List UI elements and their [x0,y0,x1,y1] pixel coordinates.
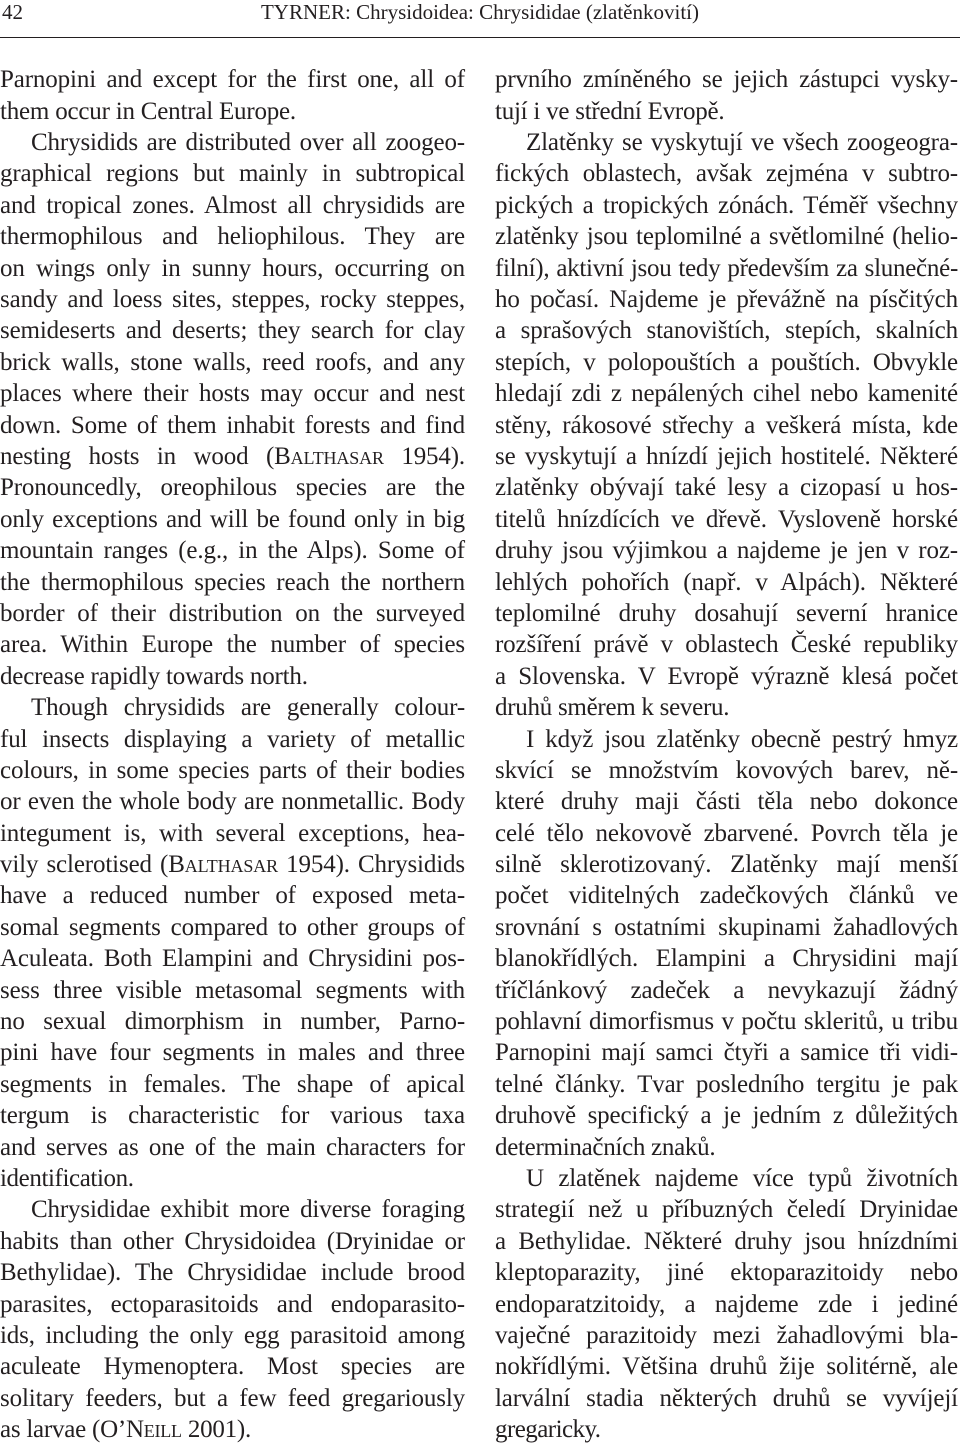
text-line: thermophilous and heliophilous. They are [0,223,465,251]
text-line: U zlatěnek najdeme více typů životních [526,1164,958,1192]
text-line: larvální stadia některých druhů se vyvíjejí [495,1384,958,1412]
text-line: tergum is characteristic for various taxa [0,1102,465,1130]
text-line: druhů směrem k severu. [495,694,730,722]
text-line: somal segments compared to other groups of [0,913,465,941]
page-number: 42 [2,0,23,24]
text-line: Parnopini mají samci čtyři a samice tři vidi- [495,1039,958,1067]
text-line: places where their hosts may occur and nest [0,380,465,408]
text-line: blanokřídlých. Elampini a Chrysidini mají [495,945,958,973]
text-line: aculeate Hymenoptera. Most species are [0,1353,465,1381]
text-line: a Bethylidae. Některé druhy jsou hnízdními [495,1227,958,1255]
text-line: segments in females. The shape of apical [0,1070,465,1098]
text-line: zlatěnky obývají také lesy a cizopasí u hos- [495,474,958,502]
text-line: no sexual dimorphism in number, Parno- [0,1008,465,1036]
text-line: I když jsou zlatěnky obecně pestrý hmyz [526,725,958,753]
text-line: druhy jsou výjimkou a najdeme je jen v roz- [495,537,958,565]
text-line: brick walls, stone walls, reed roofs, and any [0,348,465,376]
text-segment: 1954). Chrysidids [278,851,465,879]
czech-text-column [495,64,958,1445]
text-line: Chrysididae exhibit more diverse foraging [31,1196,465,1224]
text-line: hledají zdi z nepálených cihel nebo kamenité [495,380,958,408]
text-line: Though chrysidids are generally colour- [31,694,465,722]
text-line: mountain ranges (e.g., in the Alps). Some of [0,537,465,565]
text-line: integument is, with several exceptions, hea- [0,819,465,847]
text-segment: nesting hosts in wood ( [0,442,275,470]
text-line: semideserts and deserts; they search for clay [0,317,465,345]
text-line: area. Within Europe the number of species [0,631,465,659]
text-segment: 2001). [181,1416,251,1444]
text-line: stepích, v polopouštích a pouštích. Obvykle [495,348,958,376]
text-line: determinačních znaků. [495,1133,716,1161]
text-line: endoparatzitoidy, a najdeme zde i jediné [495,1290,958,1318]
cited-author: O’Neill [100,1416,182,1444]
english-text-column [0,64,465,1445]
text-line: graphical regions but mainly in subtropical [0,160,465,188]
text-line: telné články. Tvar posledního tergitu je pak [495,1070,958,1098]
text-line: them occur in Central Europe. [0,97,296,125]
text-line: pických a tropických zónách. Téměř všechny [495,191,958,219]
text-line: tují i ve střední Evropě. [495,97,725,125]
paragraph [495,724,958,1163]
text-line: ho počasí. Najdeme je převážně na písčitých [495,286,958,314]
text-line: rozšíření právě v oblastech České republiky [495,631,958,659]
text-line: vaječné parazitoidy mezi žahadlovými bla- [495,1321,958,1349]
text-line [0,1414,465,1445]
text-line: down. Some of them inhabit forests and find [0,411,465,439]
paragraph [0,692,465,1194]
text-line: the thermophilous species reach the northern [0,568,465,596]
paragraph [0,127,465,692]
text-line: or even the whole body are nonmetallic. Body [0,788,465,816]
text-line: on wings only in sunny hours, occurring on [0,254,465,282]
paragraph [0,1194,465,1445]
text-line: zlatěnky jsou teplomilné a světlomilné (helio- [495,223,958,251]
text-line: decrease rapidly towards north. [0,662,308,690]
text-segment: 1954). [383,442,465,470]
text-line: Chrysidids are distributed over all zoogeo- [31,129,465,157]
text-line: silně sklerotizovaný. Zlatěnky mají menší [495,851,958,879]
text-segment: as larvae ( [0,1416,101,1444]
text-line: filní), aktivní jsou tedy především za slunečné- [495,254,958,282]
paragraph [495,127,958,723]
text-line: sandy and loess sites, steppes, rocky steppes, [0,286,465,314]
text-line: Bethylidae). The Chrysididae include brood [0,1259,465,1287]
text-line: colours, in some species parts of their bodies [0,756,465,784]
paragraph [495,1163,958,1446]
running-title: TYRNER: Chrysidoidea: Chrysididae (zlatěnkovití) [260,0,699,24]
text-line: počet viditelných zadečkových článků ve [495,882,958,910]
text-line: fických oblastech, avšak zejména v subtro- [495,160,958,188]
text-line: solitary feeders, but a few feed gregariously [0,1384,465,1412]
text-line: srovnání s ostatními skupinami žahadlových [495,913,958,941]
text-line: habits than other Chrysidoidea (Dryinidae or [0,1227,465,1255]
text-line: Parnopini and except for the first one, all of [0,66,465,94]
text-line: a sprašových stanovištích, stepích, skalních [495,317,958,345]
text-line: tříčlánkový zadeček a nevykazují žádný [495,976,958,1004]
text-line: a Slovenska. V Evropě výrazně klesá počet [495,662,958,690]
text-line: gregaricky. [495,1416,601,1444]
text-line: sess three visible metasomal segments with [0,976,465,1004]
paragraph [0,64,465,127]
cited-author: Balthasar [274,442,384,470]
cited-author: Balthasar [168,851,279,879]
text-line: skvící se množstvím kovových barev, ně- [495,756,958,784]
text-line: have a reduced number of exposed meta- [0,882,465,910]
text-line: prvního zmíněného se jejich zástupci vysky- [495,66,958,94]
text-line: druhově specifický a je jedním z důležitých [495,1102,958,1130]
text-line: and serves as one of the main characters for [0,1133,465,1161]
text-line: only exceptions and will be found only in big [0,505,465,533]
text-line: Zlatěnky se vyskytují ve všech zoogeogra- [526,129,958,157]
text-line: se vyskytují a hnízdí jejich hostitelé. Některé [495,442,958,470]
text-line: and tropical zones. Almost all chrysidids are [0,191,465,219]
text-line: pohlavní dimorfismus v počtu skleritů, u tribu [495,1008,958,1036]
text-line: ids, including the only egg parasitoid among [0,1321,465,1349]
text-line: Pronouncedly, oreophilous species are the [0,474,465,502]
text-line: které druhy maji části těla nebo dokonce [495,788,958,816]
text-line: lehlých pohořích (např. v Alpách). Některé [495,568,958,596]
text-line: identification. [0,1164,134,1192]
header-rule [0,37,960,38]
text-line: celé tělo nekovově zbarvené. Povrch těla je [495,819,958,847]
text-line: strategií než u příbuzných čeledí Dryinidae [495,1196,958,1224]
text-line: teplomilné druhy dosahují severní hranice [495,599,958,627]
text-line [0,849,465,880]
text-line: Aculeata. Both Elampini and Chrysidini pos- [0,945,465,973]
text-line: nokřídlými. Většina druhů žije solitérně, ale [495,1353,958,1381]
text-line: titelů hnízdících ve dřevě. Vysloveně horské [495,505,958,533]
text-line: border of their distribution on the surveyed [0,599,465,627]
text-segment: vily sclerotised ( [0,851,169,879]
text-line [0,441,465,472]
text-line: stěny, rákosové střechy a veškerá místa, kde [495,411,958,439]
text-line: parasites, ectoparasitoids and endoparasito- [0,1290,465,1318]
text-line: ful insects displaying a variety of metallic [0,725,465,753]
text-line: pini have four segments in males and three [0,1039,465,1067]
paragraph [495,64,958,127]
text-line: kleptoparazity, jiné ektoparazitoidy nebo [495,1259,958,1287]
